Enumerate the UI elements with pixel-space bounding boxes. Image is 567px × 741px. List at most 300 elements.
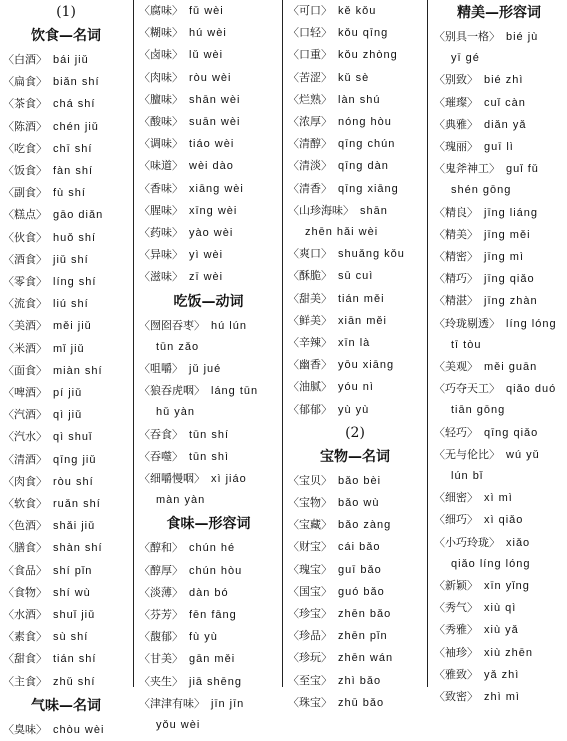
entry-pinyin-continued: màn yàn <box>156 494 206 507</box>
entry-pinyin: zhì bǎo <box>338 674 382 687</box>
entry-word: 〈璀璨〉 <box>434 95 478 109</box>
entry-pinyin: jiā shēng <box>189 675 243 688</box>
entry-word: 〈宝贝〉 <box>288 473 332 487</box>
word-entry <box>431 487 567 509</box>
entry-word: 〈财宝〉 <box>288 540 332 554</box>
entry-pinyin: jīng mì <box>484 251 525 264</box>
entry-word: 〈细巧〉 <box>434 513 478 527</box>
category-heading: 精美—形容词 <box>457 5 541 21</box>
word-entry <box>285 399 425 421</box>
entry-pinyin: líng lóng <box>506 317 557 330</box>
entry-pinyin-continued: qiǎo líng lóng <box>451 557 531 570</box>
entry-pinyin: láng tūn <box>211 385 259 398</box>
entry-word: 〈汽酒〉 <box>3 408 47 422</box>
entry-pinyin: qīng jiǔ <box>53 453 97 466</box>
entry-word: 〈腐味〉 <box>139 4 183 17</box>
entry-pinyin: mǐ jiǔ <box>53 342 85 355</box>
entry-word: 〈酒食〉 <box>3 252 47 266</box>
entry-pinyin-continued: shén gōng <box>451 184 512 197</box>
entry-word: 〈肉味〉 <box>139 70 183 84</box>
word-entry <box>431 356 567 378</box>
entry-word: 〈膳食〉 <box>3 541 47 555</box>
entry-pinyin: qīng qiǎo <box>484 426 539 439</box>
word-entry <box>0 671 132 693</box>
entry-pinyin: měi guān <box>484 361 538 374</box>
entry-pinyin: guī lì <box>484 141 514 154</box>
word-entry <box>431 619 567 641</box>
entry-word: 〈零食〉 <box>3 275 47 289</box>
word-entry <box>285 354 425 376</box>
entry-pinyin: tūn shì <box>189 450 230 463</box>
entry-word: 〈芬芳〉 <box>139 608 183 622</box>
word-entry <box>136 266 281 288</box>
entry-pinyin: tián shí <box>53 653 97 666</box>
word-entry <box>431 686 567 708</box>
entry-pinyin-continued: hǔ yàn <box>156 406 196 419</box>
entry-pinyin: jīng zhàn <box>484 295 538 308</box>
entry-pinyin: zī wèi <box>189 271 224 284</box>
entry-word: 〈饭食〉 <box>3 164 47 178</box>
entry-word: 〈精湛〉 <box>434 294 478 308</box>
entry-pinyin: zhēn bǎo <box>338 608 392 621</box>
entry-word: 〈国宝〉 <box>288 584 332 598</box>
entry-pinyin: ròu shí <box>53 475 94 488</box>
entry-word: 〈水酒〉 <box>3 608 47 622</box>
word-entry <box>136 315 281 337</box>
entry-word: 〈食物〉 <box>3 585 47 599</box>
word-entry <box>431 92 567 114</box>
entry-pinyin: bǎo zàng <box>338 519 392 532</box>
word-entry <box>431 268 567 290</box>
entry-pinyin: lǔ wèi <box>189 49 224 62</box>
entry-pinyin: shí wù <box>53 586 91 599</box>
entry-word: 〈淡薄〉 <box>139 585 183 599</box>
entry-pinyin: xì jiáo <box>211 473 247 486</box>
word-entry <box>285 155 425 177</box>
entry-word: 〈酥脆〉 <box>288 269 332 283</box>
entry-word: 〈清香〉 <box>288 181 332 195</box>
entry-pinyin: kǒu qīng <box>338 27 389 40</box>
word-entry <box>431 69 567 91</box>
entry-pinyin: diǎn yǎ <box>484 118 527 131</box>
entry-word: 〈口重〉 <box>288 48 332 62</box>
entry-word: 〈清醇〉 <box>288 137 332 151</box>
entry-word: 〈至宝〉 <box>288 673 332 687</box>
entry-word: 〈吞噬〉 <box>139 449 183 463</box>
entry-word: 〈吞食〉 <box>139 427 183 441</box>
entry-pinyin: cuǐ càn <box>484 96 526 109</box>
entry-pinyin: jǔ jué <box>189 363 222 376</box>
entry-word: 〈辛辣〉 <box>288 336 332 350</box>
entry-word: 〈馥郁〉 <box>139 630 183 644</box>
entry-pinyin: xì qiǎo <box>484 514 524 527</box>
word-entry <box>0 71 132 93</box>
entry-word: 〈卤味〉 <box>139 48 183 62</box>
word-entry <box>285 536 425 558</box>
entry-pinyin: chòu wèi <box>53 723 105 736</box>
entry-pinyin: jīng qiǎo <box>484 273 535 286</box>
entry-pinyin: xīn là <box>338 337 371 350</box>
word-entry <box>0 560 132 582</box>
entry-pinyin: bái jiǔ <box>53 54 89 66</box>
word-entry <box>431 26 567 48</box>
entry-word: 〈致密〉 <box>434 690 478 704</box>
entry-pinyin: qīng xiāng <box>338 182 399 195</box>
entry-pinyin: zhēn pǐn <box>338 630 388 643</box>
word-entry <box>285 178 425 200</box>
entry-pinyin: suān wèi <box>189 116 241 129</box>
word-entry <box>0 360 132 382</box>
entry-pinyin: xiù zhēn <box>484 646 533 659</box>
entry-word: 〈素食〉 <box>3 630 47 644</box>
word-entry <box>136 648 281 670</box>
entry-pinyin: shǎi jiǔ <box>53 520 96 533</box>
entry-word: 〈浓厚〉 <box>288 115 332 129</box>
entry-pinyin: fàn shí <box>53 165 94 178</box>
entry-word: 〈玲珑剔透〉 <box>434 316 500 330</box>
entry-word: 〈美酒〉 <box>3 319 47 333</box>
word-entry <box>431 509 567 531</box>
word-entry <box>431 246 567 268</box>
column-divider <box>282 0 283 687</box>
entry-pinyin: xì mì <box>484 492 513 505</box>
entry-pinyin: qì jiǔ <box>53 409 83 422</box>
entry-pinyin: dàn bó <box>189 586 229 599</box>
entry-pinyin: qì shuǐ <box>53 431 93 444</box>
word-entry <box>0 648 132 670</box>
entry-word: 〈异味〉 <box>139 248 183 262</box>
entry-word: 〈咀嚼〉 <box>139 362 183 376</box>
word-entry <box>136 244 281 266</box>
entry-word: 〈糊味〉 <box>139 26 183 40</box>
word-entry <box>0 315 132 337</box>
entry-word: 〈腥味〉 <box>139 203 183 217</box>
entry-pinyin: gāo diǎn <box>53 209 104 222</box>
entry-word: 〈主食〉 <box>3 674 47 688</box>
entry-pinyin: jīng měi <box>484 228 531 241</box>
entry-word: 〈茶食〉 <box>3 97 47 111</box>
entry-pinyin: shuǎng kǒu <box>338 248 405 261</box>
entry-pinyin: qīng dàn <box>338 160 389 173</box>
entry-word: 〈无与伦比〉 <box>434 447 500 461</box>
entry-pinyin: fù yù <box>189 631 218 644</box>
entry-pinyin: yù yù <box>338 403 370 416</box>
column-2 <box>136 0 281 732</box>
word-entry <box>136 468 281 490</box>
word-entry <box>285 692 425 714</box>
entry-word: 〈清淡〉 <box>288 159 332 173</box>
entry-word: 〈白酒〉 <box>3 53 47 66</box>
entry-word: 〈汽水〉 <box>3 430 47 444</box>
entry-word: 〈香味〉 <box>139 181 183 195</box>
entry-word: 〈扁食〉 <box>3 75 47 89</box>
entry-word: 〈流食〉 <box>3 297 47 311</box>
entry-pinyin: kǒu zhòng <box>338 49 398 62</box>
entry-word: 〈细密〉 <box>434 491 478 505</box>
entry-pinyin: tián měi <box>338 292 385 305</box>
entry-word: 〈珍宝〉 <box>288 607 332 621</box>
entry-word: 〈软食〉 <box>3 497 47 511</box>
entry-pinyin: cái bǎo <box>338 541 381 554</box>
word-entry <box>0 404 132 426</box>
entry-word: 〈臭味〉 <box>3 722 47 736</box>
entry-word: 〈囫囵吞枣〉 <box>139 318 205 332</box>
entry-pinyin: jiǔ shí <box>53 253 89 266</box>
word-entry <box>285 310 425 332</box>
entry-pinyin: gān měi <box>189 653 236 666</box>
word-entry <box>136 446 281 468</box>
entry-pinyin-continued: tī tòu <box>451 338 482 351</box>
entry-word: 〈幽香〉 <box>288 358 332 372</box>
entry-word: 〈甘美〉 <box>139 652 183 666</box>
entry-word: 〈陈酒〉 <box>3 119 47 133</box>
word-entry <box>285 200 425 222</box>
word-entry <box>285 22 425 44</box>
entry-pinyin: zhū bǎo <box>338 696 385 709</box>
entry-pinyin: qiǎo duó <box>506 383 557 396</box>
entry-pinyin: fǔ wèi <box>189 5 224 17</box>
entry-pinyin: bié jù <box>506 31 539 43</box>
entry-word: 〈别致〉 <box>434 73 478 87</box>
column-divider <box>427 0 428 687</box>
entry-pinyin: chá shí <box>53 98 96 111</box>
entry-pinyin: měi jiǔ <box>53 320 92 333</box>
entry-word: 〈瑰宝〉 <box>288 562 332 576</box>
entry-word: 〈甜食〉 <box>3 652 47 666</box>
entry-word: 〈酸味〉 <box>139 115 183 129</box>
column-4 <box>431 0 567 704</box>
word-entry <box>0 719 132 741</box>
entry-word: 〈米酒〉 <box>3 341 47 355</box>
entry-pinyin: zhì mì <box>484 691 520 704</box>
entry-word: 〈珍玩〉 <box>288 651 332 665</box>
entry-word: 〈调味〉 <box>139 137 183 151</box>
word-entry <box>285 133 425 155</box>
entry-pinyin: xiǎo <box>506 536 531 549</box>
entry-pinyin: sū cuì <box>338 270 374 283</box>
column-divider <box>133 0 134 687</box>
column-3 <box>285 0 425 709</box>
word-entry <box>431 532 567 554</box>
entry-word: 〈食品〉 <box>3 563 47 577</box>
entry-pinyin: hú wèi <box>189 27 227 40</box>
entry-word: 〈醇厚〉 <box>139 563 183 577</box>
entry-pinyin: sù shí <box>53 631 89 644</box>
entry-pinyin: guǐ fǔ <box>506 163 539 176</box>
word-entry <box>136 222 281 244</box>
word-entry <box>285 670 425 692</box>
entry-pinyin: shān wèi <box>189 93 241 106</box>
entry-word: 〈狼吞虎咽〉 <box>139 384 205 398</box>
entry-pinyin-continued: yǒu wèi <box>156 719 201 732</box>
word-entry <box>285 265 425 287</box>
word-entry <box>136 178 281 200</box>
word-entry <box>136 155 281 177</box>
category-heading: 食味—形容词 <box>166 516 251 533</box>
entry-word: 〈秀雅〉 <box>434 623 478 637</box>
entry-pinyin: shí pǐn <box>53 564 93 577</box>
entry-pinyin: guó bǎo <box>338 585 385 598</box>
word-entry <box>0 249 132 271</box>
entry-pinyin: bǎo wù <box>338 497 380 510</box>
word-entry <box>285 288 425 310</box>
word-entry <box>136 537 281 559</box>
word-entry <box>0 204 132 226</box>
word-entry <box>0 138 132 160</box>
word-entry <box>285 67 425 89</box>
entry-word: 〈轻巧〉 <box>434 425 478 439</box>
word-entry <box>285 376 425 398</box>
word-entry <box>285 559 425 581</box>
category-heading: 宝物—名词 <box>320 448 390 465</box>
word-entry <box>431 158 567 180</box>
word-entry <box>431 136 567 158</box>
entry-word: 〈可口〉 <box>288 4 332 17</box>
entry-word: 〈鲜美〉 <box>288 313 332 327</box>
word-entry <box>431 313 567 335</box>
entry-pinyin: yōu xiāng <box>338 359 395 372</box>
entry-pinyin: tūn shí <box>189 428 230 441</box>
entry-word: 〈珠宝〉 <box>288 695 332 709</box>
word-entry <box>0 449 132 471</box>
entry-word: 〈夹生〉 <box>139 674 183 688</box>
word-entry <box>136 67 281 89</box>
entry-word: 〈秀气〉 <box>434 601 478 615</box>
entry-pinyin: líng shí <box>53 276 97 289</box>
entry-pinyin: yì wèi <box>189 249 224 262</box>
entry-word: 〈清酒〉 <box>3 452 47 466</box>
entry-word: 〈雅致〉 <box>434 667 478 681</box>
word-entry <box>285 332 425 354</box>
entry-pinyin: chún hé <box>189 542 236 555</box>
entry-pinyin: tiáo wèi <box>189 138 235 151</box>
word-entry <box>136 133 281 155</box>
entry-pinyin: kǔ sè <box>338 71 370 84</box>
entry-word: 〈药味〉 <box>139 226 183 240</box>
entry-word: 〈油腻〉 <box>288 380 332 394</box>
word-entry <box>136 671 281 693</box>
entry-pinyin: huǒ shí <box>53 231 97 244</box>
entry-pinyin: yǎ zhì <box>484 668 520 681</box>
entry-word: 〈吃食〉 <box>3 141 47 155</box>
word-entry <box>136 582 281 604</box>
word-entry <box>431 290 567 312</box>
word-entry <box>0 493 132 515</box>
word-entry <box>431 642 567 664</box>
word-entry <box>136 44 281 66</box>
entry-word: 〈烂熟〉 <box>288 92 332 106</box>
word-entry <box>136 0 281 22</box>
entry-pinyin: pí jiǔ <box>53 387 83 400</box>
entry-pinyin: miàn shí <box>53 364 103 377</box>
word-entry <box>431 378 567 400</box>
word-entry <box>136 560 281 582</box>
entry-word: 〈鬼斧神工〉 <box>434 162 500 176</box>
entry-word: 〈郁郁〉 <box>288 402 332 416</box>
entry-word: 〈醇和〉 <box>139 541 183 555</box>
word-entry <box>431 664 567 686</box>
entry-word: 〈别具一格〉 <box>434 30 500 43</box>
word-entry <box>136 89 281 111</box>
entry-word: 〈袖珍〉 <box>434 645 478 659</box>
entry-word: 〈珍品〉 <box>288 629 332 643</box>
word-entry <box>0 537 132 559</box>
word-entry <box>0 227 132 249</box>
entry-pinyin: xiù qì <box>484 602 517 615</box>
entry-pinyin-continued: zhēn hǎi wèi <box>305 226 379 239</box>
entry-pinyin: zhēn wán <box>338 652 394 665</box>
word-entry <box>0 626 132 648</box>
word-entry <box>285 111 425 133</box>
entry-word: 〈新颖〉 <box>434 579 478 593</box>
entry-word: 〈精良〉 <box>434 205 478 219</box>
entry-pinyin: fù shí <box>53 187 86 200</box>
category-heading: 吃饭—动词 <box>173 293 244 310</box>
entry-word: 〈精巧〉 <box>434 272 478 286</box>
word-entry <box>431 202 567 224</box>
entry-word: 〈巧夺天工〉 <box>434 382 500 396</box>
word-entry <box>0 582 132 604</box>
entry-pinyin: làn shú <box>338 93 381 106</box>
entry-pinyin: bǎo bèi <box>338 474 382 487</box>
entry-pinyin: guī bǎo <box>338 563 382 576</box>
entry-word: 〈口轻〉 <box>288 26 332 40</box>
entry-pinyin: chén jiǔ <box>53 120 99 133</box>
word-entry <box>136 424 281 446</box>
entry-pinyin: bié zhì <box>484 74 524 87</box>
word-entry <box>285 492 425 514</box>
word-entry <box>0 604 132 626</box>
word-entry <box>431 422 567 444</box>
entry-word: 〈瑰丽〉 <box>434 140 478 154</box>
word-entry <box>285 647 425 669</box>
entry-pinyin: xiāng wèi <box>189 182 244 195</box>
entry-word: 〈爽口〉 <box>288 247 332 261</box>
entry-pinyin-continued: lún bǐ <box>451 470 484 483</box>
entry-word: 〈滋味〉 <box>139 270 183 284</box>
entry-pinyin: liú shí <box>53 298 89 311</box>
entry-pinyin: qīng chún <box>338 138 396 151</box>
entry-pinyin: shān <box>360 204 388 217</box>
section-number: (1) <box>56 4 76 20</box>
category-heading: 气味—名词 <box>31 697 101 714</box>
word-entry <box>136 604 281 626</box>
entry-pinyin: kě kǒu <box>338 5 377 17</box>
entry-pinyin: ruǎn shí <box>53 498 101 511</box>
entry-word: 〈宝藏〉 <box>288 518 332 532</box>
entry-word: 〈精密〉 <box>434 250 478 264</box>
word-entry <box>285 581 425 603</box>
entry-word: 〈小巧玲珑〉 <box>434 535 500 549</box>
entry-pinyin: xiān měi <box>338 314 387 327</box>
word-entry <box>0 271 132 293</box>
word-entry <box>431 114 567 136</box>
word-entry <box>285 89 425 111</box>
word-entry <box>0 426 132 448</box>
word-entry <box>285 44 425 66</box>
entry-word: 〈宝物〉 <box>288 496 332 510</box>
word-entry <box>136 111 281 133</box>
word-entry <box>431 597 567 619</box>
word-entry <box>285 603 425 625</box>
word-entry <box>0 338 132 360</box>
entry-pinyin-continued: tiān gōng <box>451 404 506 417</box>
entry-pinyin-continued: tūn zǎo <box>156 340 200 353</box>
word-entry <box>0 93 132 115</box>
entry-pinyin: yóu nì <box>338 381 374 394</box>
word-entry <box>285 470 425 492</box>
entry-pinyin: wú yǔ <box>506 448 540 461</box>
